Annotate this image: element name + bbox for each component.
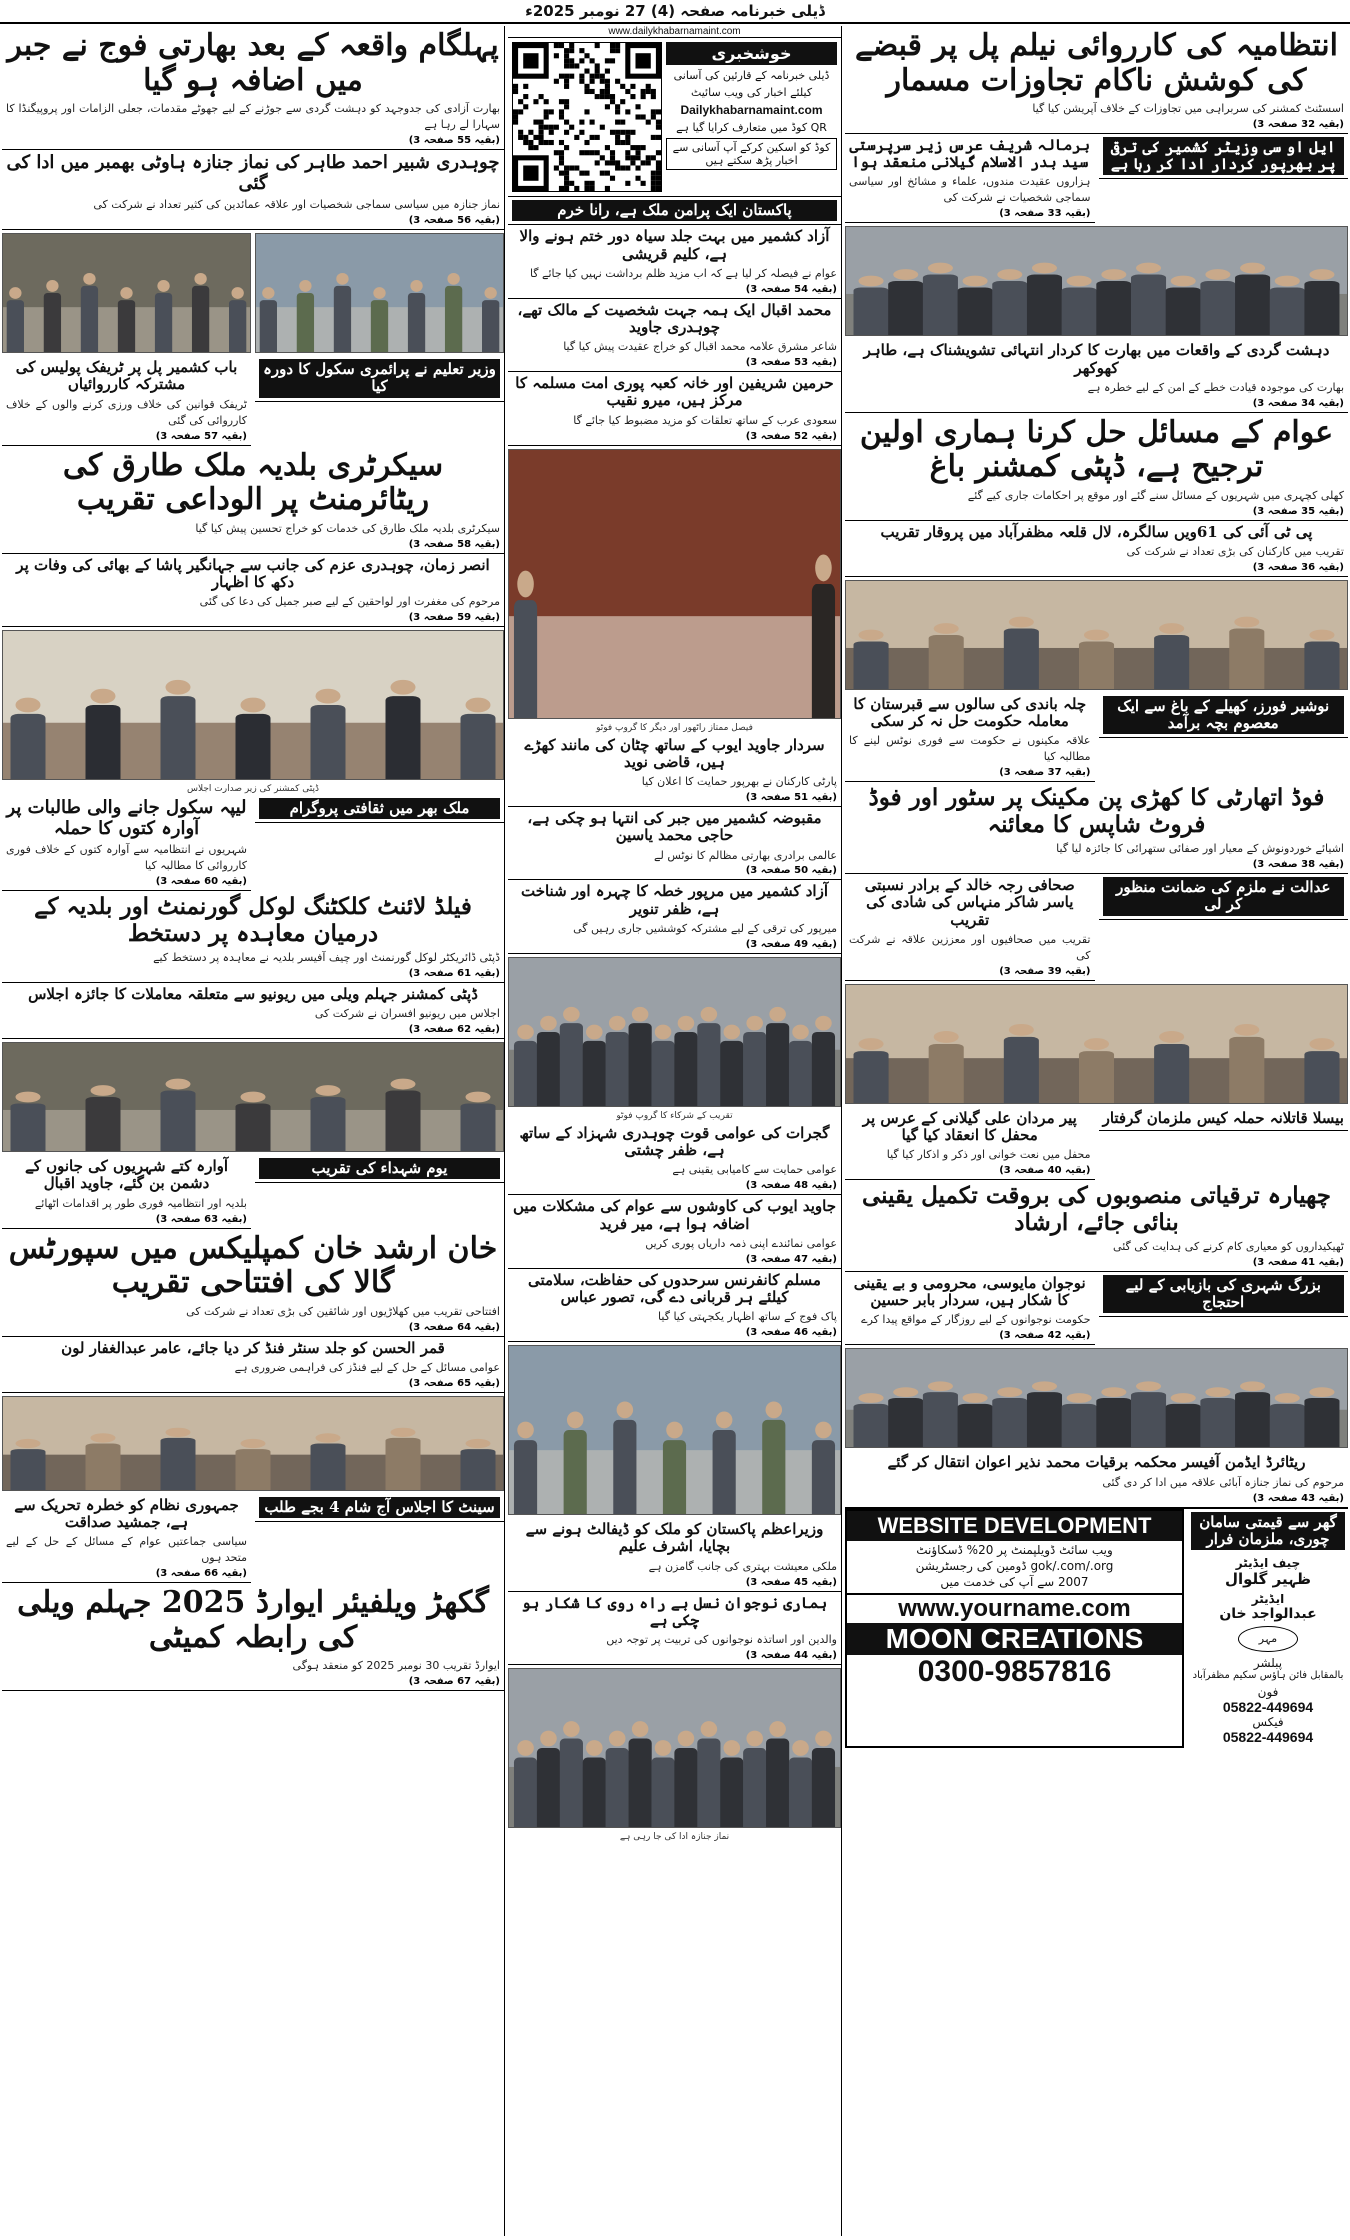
middle-column xyxy=(508,26,842,2236)
imprint xyxy=(1188,1509,1348,1749)
side-brief xyxy=(1099,1107,1349,1131)
right-row xyxy=(845,693,1348,782)
news-article xyxy=(2,795,251,891)
continued-ref: (بقیہ 48 صفحہ 3) xyxy=(745,1180,837,1192)
continued-ref: (بقیہ 47 صفحہ 3) xyxy=(745,1253,837,1265)
news-article xyxy=(845,413,1348,521)
brief-headline[interactable]: پاکستان ایک پرامن ملک ہے، رانا خرم xyxy=(512,200,837,221)
article-body: کھلی کچہری میں شہریوں کے مسائل سنے گئے اور موقع پر احکامات جاری کیے گئے xyxy=(967,488,1344,502)
news-article xyxy=(2,1494,251,1583)
news-article xyxy=(845,1451,1348,1507)
qr-line: ڈیلی خبرنامہ کے قارئین کی آسانی xyxy=(673,69,830,82)
news-article xyxy=(845,693,1095,782)
qr-line: کوڈ کو اسکین کرکے آپ آسانی سے اخبار پڑھ سکتے ہیں xyxy=(666,138,837,170)
editor-label: چیف ایڈیٹر xyxy=(1235,1556,1301,1571)
news-article xyxy=(845,339,1348,412)
seal-icon: مہر xyxy=(1238,1626,1298,1652)
photo-caption: فیصل ممتاز راٹھور اور دیگر کا گروپ فوٹو xyxy=(596,722,753,733)
news-photo xyxy=(2,630,504,780)
continued-ref: (بقیہ 66 صفحہ 3) xyxy=(155,1568,247,1580)
continued-ref: (بقیہ 60 صفحہ 3) xyxy=(155,876,247,888)
article-headline[interactable]: مسلم کانفرنس سرحدوں کی حفاظت، سلامتی کیلئے ہر قربانی دے گی، تصور عباس xyxy=(528,1270,821,1306)
news-article xyxy=(2,446,504,554)
left-row xyxy=(2,1494,504,1583)
article-body: افتتاحی تقریب میں کھلاڑیوں اور شائقین کی بڑی تعداد نے شرکت کی xyxy=(186,1304,500,1318)
left-row xyxy=(2,230,504,356)
continued-ref: (بقیہ 56 صفحہ 3) xyxy=(408,215,500,227)
news-article xyxy=(508,299,841,372)
left-row xyxy=(2,795,504,891)
article-headline[interactable]: باب کشمیر پل پر ٹریفک پولیس کی مشترکہ کارروائیاں xyxy=(15,358,238,394)
continued-ref: (بقیہ 52 صفحہ 3) xyxy=(745,430,837,442)
phone-number[interactable]: 05822-449694 xyxy=(1222,1699,1314,1716)
brief-headline[interactable]: یوم شہداء کی تقریب xyxy=(259,1158,500,1179)
article-headline[interactable]: چلہ باندی کی سالوں سے قبرستان کا معاملہ حکومت حل نہ کر سکی xyxy=(853,694,1087,731)
news-photo xyxy=(508,1345,841,1515)
news-article xyxy=(845,1107,1095,1180)
ad-phone[interactable]: 0300-9857816 xyxy=(917,1654,1112,1688)
news-article xyxy=(2,983,504,1039)
brief-headline[interactable]: بیسلا قاتلانہ حملہ کیس ملزمان گرفتار xyxy=(1102,1108,1344,1127)
news-article xyxy=(2,891,504,983)
news-photo xyxy=(2,233,251,353)
continued-ref: (بقیہ 61 صفحہ 3) xyxy=(408,968,500,979)
ad-company: MOON CREATIONS xyxy=(847,1623,1182,1655)
brief-headline[interactable]: عدالت نے ملزم کی ضمانت منظور کر لی xyxy=(1103,877,1345,916)
article-headline[interactable]: پہلگام واقعہ کے بعد بھارتی فوج نے جبر میں اضافہ ہو گیا xyxy=(7,28,499,98)
article-body: سیاسی جماعتیں عوام کے مسائل کے حل کے لیے متحد ہوں xyxy=(6,1535,247,1565)
side-brief xyxy=(1099,693,1349,739)
news-article xyxy=(2,356,251,445)
article-body: ہزاروں عقیدت مندوں، علماء و مشائخ اور سیاسی سماجی شخصیات نے شرکت کی xyxy=(849,175,1091,205)
article-headline[interactable]: صحافی رجہ خالد کے برادر نسبتی یاسر شاکر منہاس کی شادی کی تقریب xyxy=(864,876,1075,929)
address: بالمقابل فائن ہاؤس سکیم مظفرآباد xyxy=(1192,1670,1344,1682)
editor-name: ظہیر گلوال xyxy=(1224,1570,1311,1589)
article-body: نماز جنازہ میں سیاسی سماجی شخصیات اور علاقہ عمائدین کی کثیر تعداد نے شرکت کی xyxy=(93,198,500,212)
article-headline[interactable]: آوارہ کتے شہریوں کی جانوں کے دشمن بن گئے، جاوید اقبال xyxy=(24,1157,229,1193)
continued-ref: (بقیہ 51 صفحہ 3) xyxy=(745,792,837,803)
article-headline[interactable]: آزاد کشمیر میں بہت جلد سیاہ دور ختم ہونے والا ہے، کلیم قریشی xyxy=(519,227,830,263)
news-article xyxy=(508,1269,841,1342)
article-headline[interactable]: فیلڈ لائنٹ کلکٹنگ لوکل گورنمنٹ اور بلدیہ کے درمیان معاہدہ پر دستخط xyxy=(34,893,472,947)
managing-label: ایڈیٹر xyxy=(1251,1592,1285,1607)
news-article xyxy=(845,874,1095,981)
brief-headline[interactable]: ایل او سی وزیٹر کشمیر کی ترقی پر بھرپور کردار ادا کر رہا ہے xyxy=(1103,137,1345,176)
news-article xyxy=(508,1592,841,1665)
news-photo xyxy=(508,449,841,719)
article-body: عوام نے فیصلہ کر لیا ہے کہ اب مزید ظلم برداشت نہیں کیا جائے گا xyxy=(529,266,837,280)
news-photo xyxy=(845,226,1348,336)
side-brief xyxy=(1099,1272,1349,1318)
article-headline[interactable]: ریٹائرڈ ایڈمن آفیسر محکمہ برقیات محمد نذیر اعوان انتقال کر گئے xyxy=(887,1453,1306,1472)
article-body: مرحوم کی نماز جنازہ آبائی علاقہ میں ادا کر دی گئی xyxy=(1102,1475,1344,1489)
news-article xyxy=(2,1229,504,1337)
news-article xyxy=(508,1195,841,1268)
news-photo xyxy=(255,233,504,353)
ad-title: WEBSITE DEVELOPMENT xyxy=(847,1511,1182,1541)
article-headline[interactable]: مقبوضہ کشمیر میں جبر کی انتہا ہو چکی ہے، حاجی محمد یاسین xyxy=(527,809,822,845)
qr-line: کیلئے اخبار کی ویب سائیٹ xyxy=(690,86,813,99)
article-headline[interactable]: انصر زمان، چوہدری عزم کی جانب سے جہانگیر پاشا کے بھائی کی وفات پر دکھ کا اظہار xyxy=(16,555,490,591)
continued-ref: (بقیہ 45 صفحہ 3) xyxy=(745,1576,837,1588)
article-headline[interactable]: جمہوری نظام کو خطرہ تحریک سے ہے، جمشید صداقت xyxy=(14,1495,239,1531)
news-article xyxy=(508,880,841,953)
article-headline[interactable]: چھیارہ ترقیاتی منصوبوں کی بروقت تکمیل یقینی بنائی جائے، ارشاد xyxy=(861,1182,1331,1236)
article-body: شاعر مشرق علامہ محمد اقبال کو خراج عقیدت پیش کیا گیا xyxy=(563,340,837,354)
news-article xyxy=(508,225,841,298)
article-body: بھارت کی موجودہ قیادت خطے کے امن کے لیے خطرہ ہے xyxy=(1087,380,1344,394)
continued-ref: (بقیہ 54 صفحہ 3) xyxy=(745,283,837,295)
fax-label: فیکس xyxy=(1252,1715,1284,1730)
news-photo xyxy=(2,1042,504,1152)
bottom-right-row xyxy=(845,1508,1348,1749)
article-body: عوامی حمایت سے کامیابی یقینی ہے xyxy=(672,1163,837,1177)
continued-ref: (بقیہ 59 صفحہ 3) xyxy=(408,611,500,623)
masthead: ڈیلی خبرنامہ صفحہ (4) 27 نومبر 2025ء xyxy=(0,0,1350,24)
continued-ref: (بقیہ 35 صفحہ 3) xyxy=(1252,505,1344,517)
news-article xyxy=(508,734,841,807)
continued-ref: (بقیہ 41 صفحہ 3) xyxy=(1252,1256,1344,1268)
continued-ref: (بقیہ 46 صفحہ 3) xyxy=(745,1327,837,1339)
news-photo xyxy=(2,1396,504,1491)
article-body: ڈپٹی ڈائریکٹر لوکل گورنمنٹ اور چیف آفیسر بلدیہ نے معاہدہ پر دستخط کیے xyxy=(153,951,500,965)
article-body: بلدیہ اور انتظامیہ فوری طور پر اقدامات اٹھائے xyxy=(34,1196,247,1210)
fax-number[interactable]: 05822-449694 xyxy=(1222,1729,1314,1746)
continued-ref: (بقیہ 50 صفحہ 3) xyxy=(745,865,837,877)
article-body: ٹریفک قوانین کی خلاف ورزی کرنے والوں کے خلاف کارروائی کی گئی xyxy=(6,397,247,427)
article-body: والدین اور اساتذہ نوجوانوں کی تربیت پر توجہ دیں xyxy=(606,1633,837,1647)
qr-code[interactable] xyxy=(512,42,662,192)
article-body: عوامی مسائل کے حل کے لیے فنڈز کی فراہمی ضروری ہے xyxy=(234,1360,500,1374)
article-headline[interactable]: حرمین شریفین اور خانہ کعبہ پوری امت مسلمہ کا مرکز ہیں، میرو نقیب xyxy=(515,374,834,410)
article-headline[interactable]: عوام کے مسائل حل کرنا ہماری اولین ترجیح ہے، ڈپٹی کمشنر باغ xyxy=(859,414,1334,485)
article-headline[interactable]: گجرات کی عوامی قوت چوہدری شہزاد کے ساتھ ہے، ظفر چشتی xyxy=(519,1123,830,1160)
qr-url[interactable]: Dailykhabarnamaint.com xyxy=(680,103,823,117)
article-headline[interactable]: دہشت گردی کے واقعات میں بھارت کا کردار انتہائی تشویشناک ہے، طاہر کھوکھر xyxy=(863,341,1330,377)
continued-ref: (بقیہ 63 صفحہ 3) xyxy=(155,1213,247,1225)
article-headline[interactable]: جاوید ایوب کی کاوشوں سے عوام کی مشکلات میں اضافہ ہوا ہے، میر فرید xyxy=(513,1197,836,1233)
continued-ref: (بقیہ 39 صفحہ 3) xyxy=(999,965,1091,977)
left-column xyxy=(2,26,505,2236)
article-headline[interactable]: نوجوان مایوسی، محرومی و بے یقینی کا شکار ہیں، سردار بابر حسین xyxy=(853,1273,1086,1310)
right-row xyxy=(845,1107,1348,1180)
continued-ref: (بقیہ 57 صفحہ 3) xyxy=(155,430,247,442)
article-body: محفل میں نعت خوانی اور ذکر و اذکار کیا گیا xyxy=(886,1148,1091,1162)
article-headline[interactable]: خان ارشد خان کمپلیکس میں سپورٹس گالا کی افتتاحی تقریب xyxy=(8,1230,498,1301)
continued-ref: (بقیہ 44 صفحہ 3) xyxy=(745,1650,837,1662)
article-body: بھارت آزادی کی جدوجہد کو دہشت گردی سے جوڑنے کے لیے جھوٹے مقدمات، جعلی الزامات اور پروپیگنڈا کا سہارا لے رہا ہے xyxy=(6,102,500,131)
article-headline[interactable]: پیر مردان علی گیلانی کے عرس پر محفل کا انعقاد کیا گیا xyxy=(862,1108,1077,1144)
photo-caption: تقریب کے شرکاء کا گروپ فوٹو xyxy=(616,1110,733,1121)
side-brief xyxy=(255,795,504,823)
news-article xyxy=(2,1155,251,1228)
news-article xyxy=(845,134,1095,223)
news-article xyxy=(508,372,841,445)
article-body: عوامی نمائندے اپنی ذمہ داریاں پوری کریں xyxy=(645,1236,837,1250)
continued-ref: (بقیہ 37 صفحہ 3) xyxy=(999,767,1091,779)
article-body: سیکرٹری بلدیہ ملک طارق کی خدمات کو خراج تحسین پیش کیا گیا xyxy=(195,521,500,535)
right-row xyxy=(845,874,1348,981)
news-article xyxy=(508,807,841,880)
article-body: تقریب میں صحافیوں اور معززین علاقہ نے شرکت کی xyxy=(849,932,1091,962)
publisher-label: پبلشر xyxy=(1253,1656,1283,1671)
continued-ref: (بقیہ 64 صفحہ 3) xyxy=(408,1321,500,1333)
article-body: پارٹی کارکنان نے بھرپور حمایت کا اعلان کیا xyxy=(641,775,837,789)
article-headline[interactable]: محمد اقبال ایک ہمہ جہت شخصیت کے مالک تھے، چوہدری جاوید xyxy=(517,300,832,336)
continued-ref: (بقیہ 65 صفحہ 3) xyxy=(408,1377,500,1389)
ad-line: gok/.com/.org ڈومین کی رجسٹریشن xyxy=(915,1558,1114,1573)
continued-ref: (بقیہ 58 صفحہ 3) xyxy=(408,538,500,550)
article-body: ایوارڈ تقریب 30 نومبر 2025 کو منعقد ہوگی xyxy=(292,1659,500,1673)
article-body: ملکی معیشت بہتری کی جانب گامزن ہے xyxy=(648,1559,837,1573)
news-photo xyxy=(845,580,1348,690)
brief-headline[interactable]: بزرگ شہری کی بازیابی کے لیے احتجاج xyxy=(1103,1275,1345,1314)
article-body: علاقہ مکینوں نے حکومت سے فوری نوٹس لینے کا مطالبہ کیا xyxy=(849,734,1091,764)
news-article xyxy=(508,1122,841,1195)
news-article xyxy=(845,782,1348,874)
continued-ref: (بقیہ 32 صفحہ 3) xyxy=(1252,118,1344,130)
news-photo xyxy=(508,1668,841,1828)
side-brief xyxy=(255,1155,504,1183)
article-headline[interactable]: ہماری نوجوان نسل بے راہ روی کا شکار ہو چکی ہے xyxy=(521,1593,828,1629)
article-body: عالمی برادری بھارتی مظالم کا نوٹس لے xyxy=(654,848,837,862)
brief-headline[interactable]: وزیر تعلیم نے پرائمری سکول کا دورہ کیا xyxy=(259,359,500,398)
news-article xyxy=(2,1337,504,1393)
article-headline[interactable]: انتظامیہ کی کارروائی نیلم پل پر قبضے کی کوشش ناکام تجاوزات مسمار xyxy=(855,28,1338,98)
article-headline[interactable]: سردار جاوید ایوب کے ساتھ چٹان کی مانند کھڑے ہیں، قاضی نوید xyxy=(524,735,825,771)
article-body: میرپور کی ترقی کے لیے مشترکہ کوششیں جاری رہیں گی xyxy=(573,921,837,935)
continued-ref: (بقیہ 40 صفحہ 3) xyxy=(999,1165,1091,1177)
article-headline[interactable]: برمالہ شریف عرس زیر سرپرستی سید بدر الاسلام گیلانی منعقد ہوا xyxy=(849,135,1091,172)
right-row xyxy=(845,134,1348,223)
article-body: شہریوں نے انتظامیہ سے آوارہ کتوں کے خلاف فوری کارروائی کا مطالبہ کیا xyxy=(6,843,247,873)
news-article xyxy=(508,1518,841,1591)
left-row xyxy=(2,356,504,445)
side-brief xyxy=(508,197,841,225)
continued-ref: (بقیہ 33 صفحہ 3) xyxy=(999,208,1091,220)
news-photo xyxy=(845,984,1348,1104)
continued-ref: (بقیہ 36 صفحہ 3) xyxy=(1252,561,1344,573)
brief-headline[interactable]: ملک بھر میں ثقافتی پروگرام xyxy=(259,798,500,819)
continued-ref: (بقیہ 43 صفحہ 3) xyxy=(1252,1492,1344,1504)
brief-headline[interactable]: نوشیر فورز، کھیلے کے باغ سے ایک معصوم بچہ برآمد xyxy=(1103,696,1345,735)
photo-caption: ڈپٹی کمشنر کی زیر صدارت اجلاس xyxy=(187,783,319,794)
continued-ref: (بقیہ 53 صفحہ 3) xyxy=(745,357,837,369)
article-body: اسسٹنٹ کمشنر کی سربراہی میں تجاوزات کے خلاف آپریشن کیا گیا xyxy=(1032,102,1344,115)
article-body: تقریب میں کارکنان کی بڑی تعداد نے شرکت کی xyxy=(1126,544,1344,558)
side-brief xyxy=(1099,874,1349,920)
news-article xyxy=(2,554,504,627)
photo-caption: نماز جنازہ ادا کی جا رہی ہے xyxy=(619,1832,730,1843)
brief-headline[interactable]: سینٹ کا اجلاس آج شام 4 بجے طلب xyxy=(259,1497,500,1518)
news-article xyxy=(2,150,504,230)
side-brief xyxy=(255,1494,504,1522)
article-body: مرحوم کی مغفرت اور لواحقین کے لیے صبر جمیل کی دعا کی گئی xyxy=(199,595,500,608)
qr-title: خوشخبری xyxy=(666,42,837,65)
qr-line: QR کوڈ میں متعارف کرایا گیا ہے xyxy=(676,121,827,134)
continued-ref: (بقیہ 55 صفحہ 3) xyxy=(408,134,500,146)
news-article xyxy=(845,1272,1095,1345)
ad-url[interactable]: www.yourname.com xyxy=(847,1593,1182,1623)
article-body: ٹھیکیداروں کو معیاری کام کرنے کی ہدایت کی گئی xyxy=(1113,1240,1344,1253)
qr-promo xyxy=(508,38,841,197)
ad-line: ویب سائٹ ڈویلپمنٹ پر 20% ڈسکاؤنٹ xyxy=(916,1542,1113,1557)
news-photo xyxy=(845,1348,1348,1448)
news-article xyxy=(845,26,1348,134)
side-brief xyxy=(255,356,504,402)
website-development-ad[interactable] xyxy=(845,1509,1184,1749)
article-headline[interactable]: گکھڑ ویلفیئر ایوارڈ 2025 جہلم ویلی کی رابطہ کمیٹی xyxy=(17,1585,489,1655)
article-headline[interactable]: آزاد کشمیر میں مرپور خطہ کا چہرہ اور شناخت ہے، ظفر تنویر xyxy=(520,882,829,918)
article-body: حکومت نوجوانوں کے لیے روزگار کے مواقع پیدا کرے xyxy=(861,1313,1091,1327)
article-body: اجلاس میں ریونیو افسران نے شرکت کی xyxy=(314,1007,500,1021)
article-headline[interactable]: قمر الحسن کو جلد سنٹر فنڈ کر دیا جائے، عامر عبدالغفار لون xyxy=(61,1338,445,1357)
news-photo xyxy=(508,957,841,1107)
article-headline[interactable]: پی ٹی آئی کی 61ویں سالگرہ، لال قلعہ مظفرآباد میں پروقار تقریب xyxy=(880,522,1313,541)
article-body: اشیائے خوردونوش کے معیار اور صفائی ستھرائی کا جائزہ لیا گیا xyxy=(1056,842,1344,856)
continued-ref: (بقیہ 67 صفحہ 3) xyxy=(408,1676,500,1688)
continued-ref: (بقیہ 62 صفحہ 3) xyxy=(408,1024,500,1036)
continued-ref: (بقیہ 38 صفحہ 3) xyxy=(1252,859,1344,871)
article-headline[interactable]: فوڈ اتھارٹی کا کھڑی پن مکینک پر سٹور اور فوڈ فروٹ شاپس کا معائنہ xyxy=(868,784,1325,838)
continued-ref: (بقیہ 34 صفحہ 3) xyxy=(1252,397,1344,409)
right-column xyxy=(845,26,1348,2236)
news-article xyxy=(845,521,1348,577)
continued-ref: (بقیہ 49 صفحہ 3) xyxy=(745,938,837,950)
ad-line: 2007 سے آپ کی خدمت میں xyxy=(940,1574,1089,1589)
article-headline[interactable]: سیکرٹری بلدیہ ملک طارق کی ریٹائرمنٹ پر الوداعی تقریب xyxy=(62,447,444,518)
continued-ref: (بقیہ 42 صفحہ 3) xyxy=(999,1330,1091,1342)
article-headline[interactable]: ڈپٹی کمشنر جہلم ویلی میں ریونیو سے متعلقہ معاملات کا جائزہ اجلاس xyxy=(28,985,478,1003)
phone-label: فون xyxy=(1257,1685,1279,1700)
article-headline[interactable]: چوہدری شبیر احمد طاہر کی نماز جنازہ ہاوٹی بھمبر میں ادا کی گئی xyxy=(6,151,500,194)
managing-name: عبدالواجد خان xyxy=(1219,1606,1317,1623)
right-row xyxy=(845,1272,1348,1345)
side-brief xyxy=(1099,134,1349,180)
article-headline[interactable]: لیپہ سکول جانے والی طالبات پر آوارہ کتوں کا حملہ xyxy=(6,796,247,839)
news-article xyxy=(2,1583,504,1691)
article-body: سعودی عرب کے ساتھ تعلقات کو مزید مضبوط کیا جائے گا xyxy=(573,413,837,427)
left-row xyxy=(2,1155,504,1228)
news-article xyxy=(845,1180,1348,1272)
brief-headline[interactable]: گھر سے قیمتی سامان چوری، ملزمان فرار xyxy=(1191,1512,1345,1551)
article-headline[interactable]: وزیراعظم پاکستان کو ملک کو ڈیفالٹ ہونے سے بچایا، اشرف علیم xyxy=(525,1520,824,1556)
website-url[interactable]: www.dailykhabarnamaint.com xyxy=(508,26,841,38)
news-article xyxy=(2,26,504,150)
article-body: پاک فوج کے ساتھ اظہار یکجہتی کیا گیا xyxy=(658,1310,837,1324)
